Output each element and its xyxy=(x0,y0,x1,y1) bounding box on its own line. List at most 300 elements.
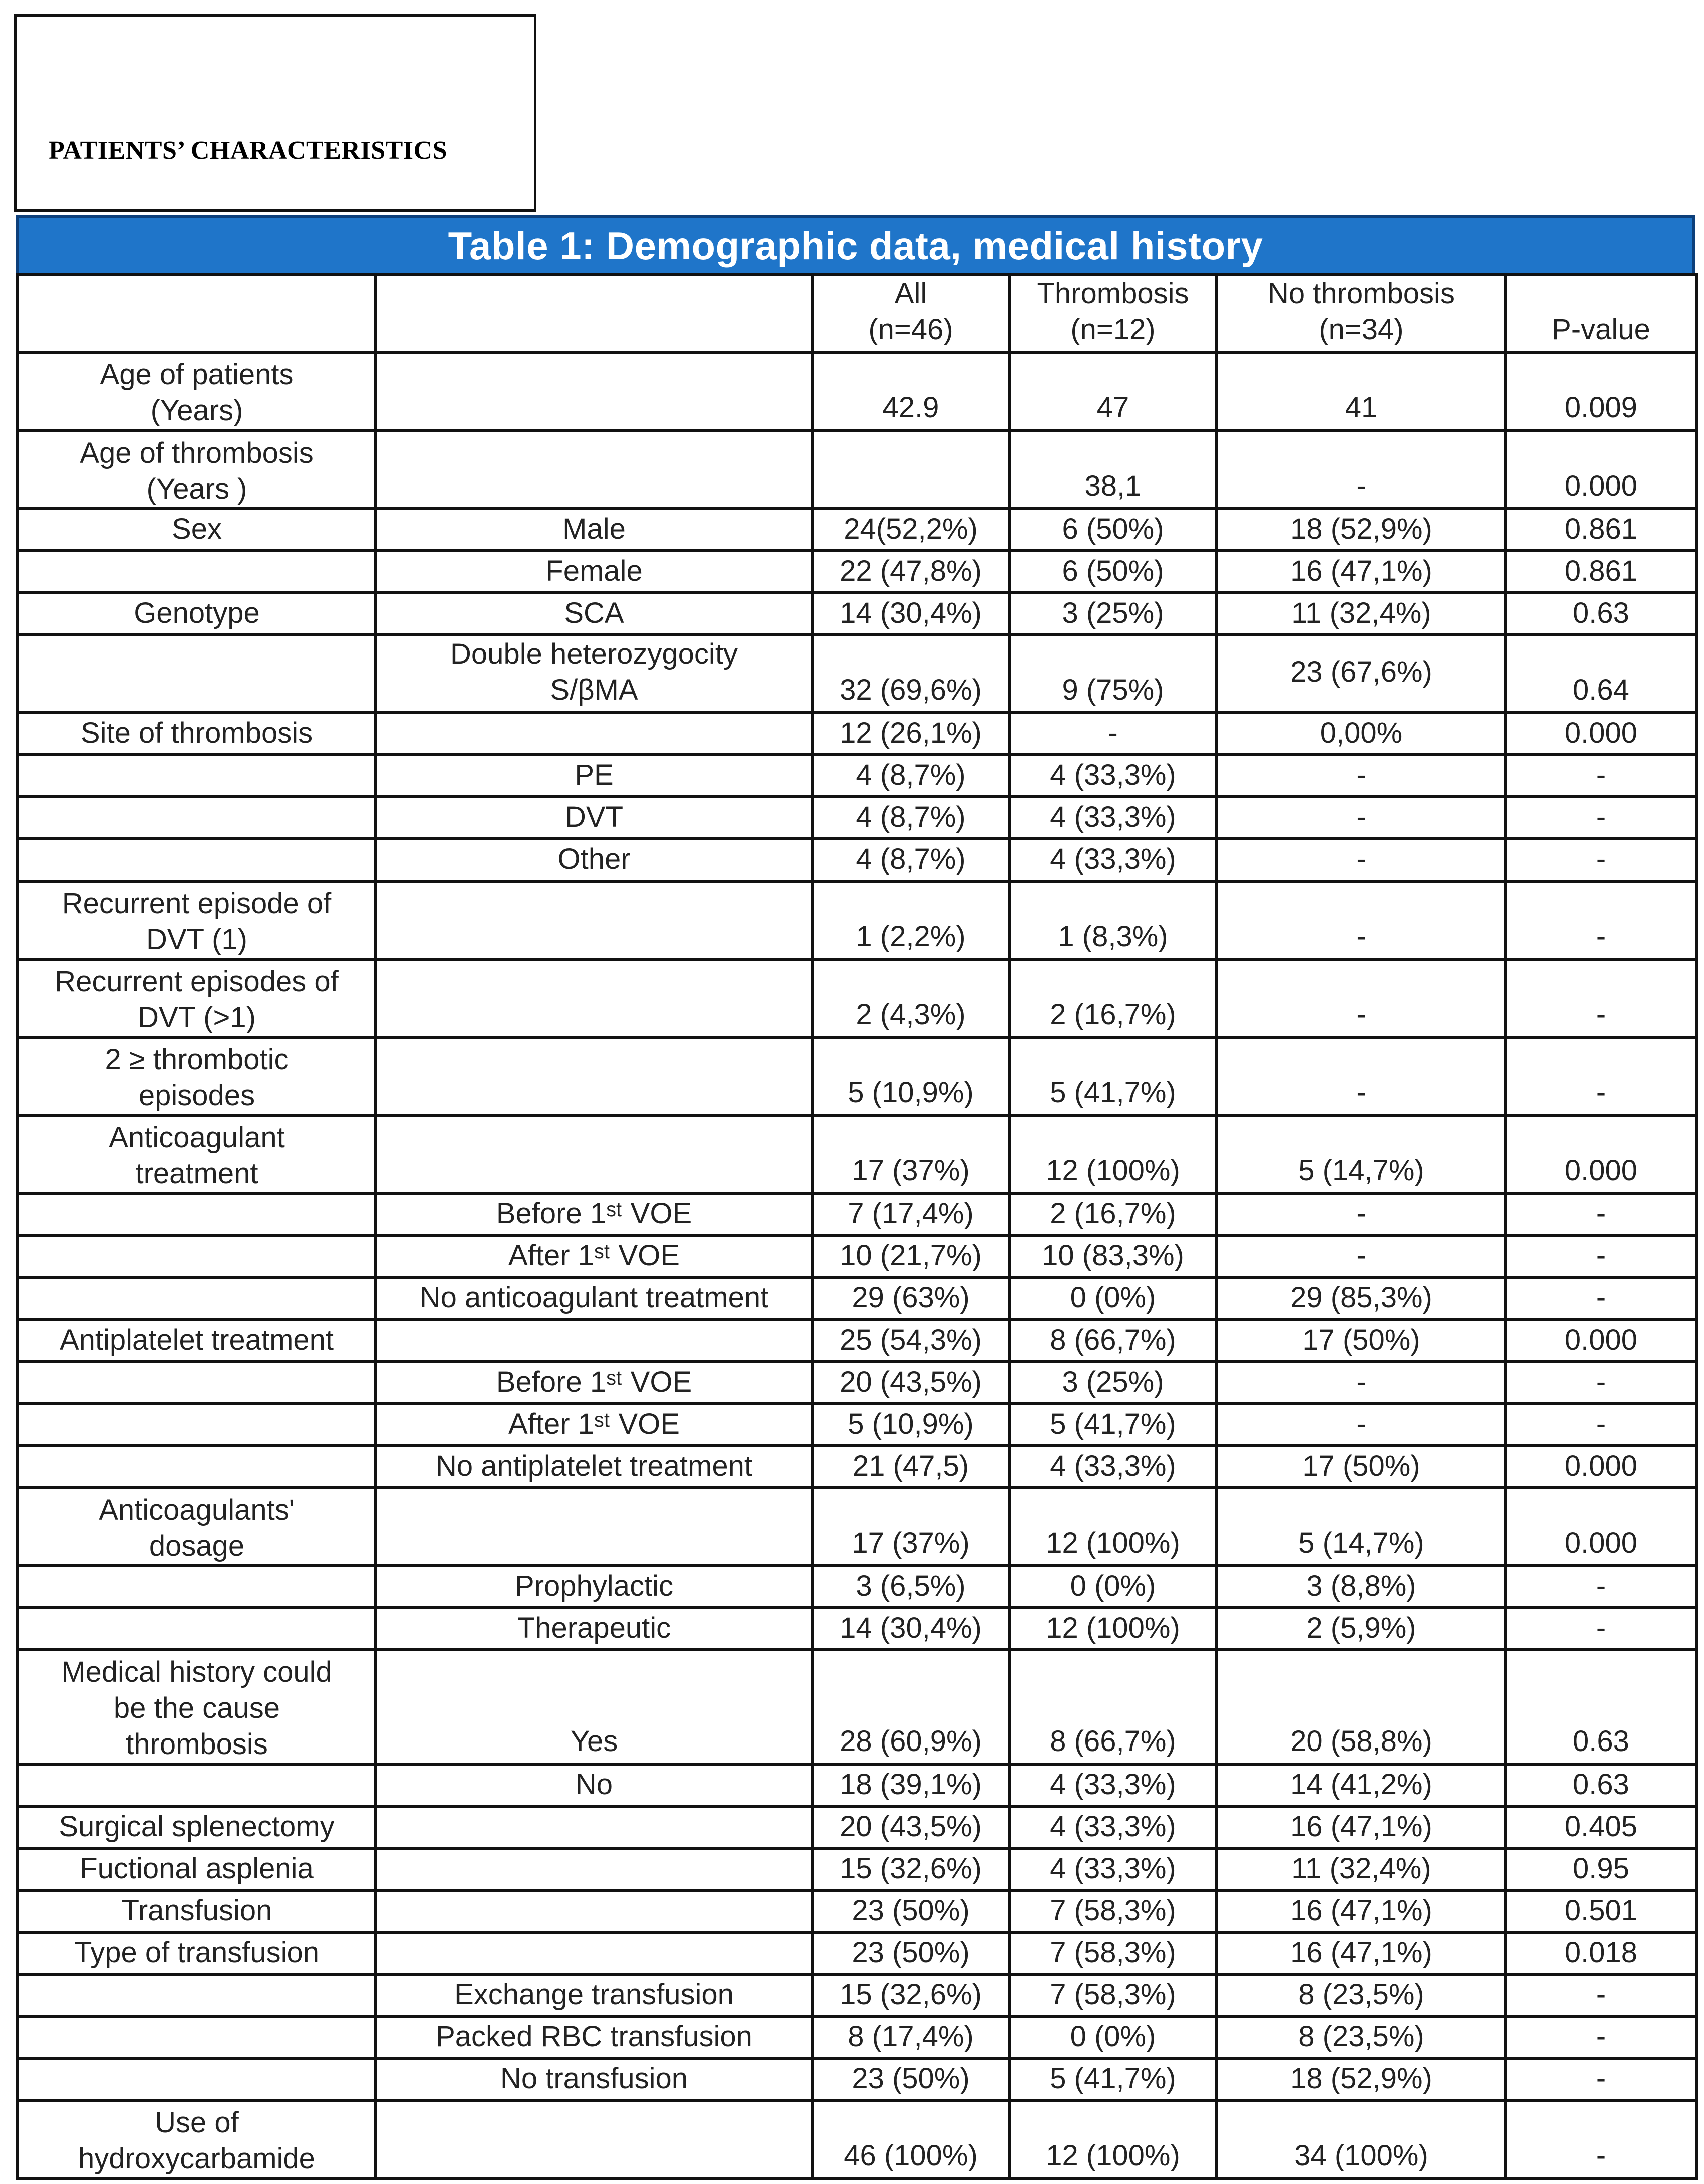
cell-no-thrombosis xyxy=(1217,839,1506,881)
cell-thrombosis-text: 5 (41,7%) xyxy=(1050,2062,1176,2095)
cell-thrombosis xyxy=(1009,1608,1217,1650)
cell-no-thrombosis xyxy=(1217,352,1506,430)
cell-no-thrombosis-text: 8 (23,5%) xyxy=(1298,2020,1424,2053)
cell-all xyxy=(812,430,1009,509)
table-row xyxy=(18,797,1696,839)
cell-p-value-text: - xyxy=(1596,2062,1606,2095)
cell-p-value-text: - xyxy=(1596,2139,1606,2172)
cell-thrombosis xyxy=(1009,713,1217,755)
cell-no-thrombosis-text: - xyxy=(1356,843,1366,876)
cell-p-value xyxy=(1506,1932,1696,1974)
cell-thrombosis xyxy=(1009,509,1217,551)
cell-thrombosis-text: 12 (100%) xyxy=(1046,1612,1180,1644)
cell-p-value xyxy=(1506,352,1696,430)
row-sublabel xyxy=(376,1566,812,1608)
row-sublabel xyxy=(376,1362,812,1404)
cell-thrombosis-text: 10 (83,3%) xyxy=(1042,1239,1184,1272)
table-row xyxy=(18,1890,1696,1932)
cell-no-thrombosis-text: 2 (5,9%) xyxy=(1306,1612,1416,1644)
cell-thrombosis-text: 47 xyxy=(1096,391,1129,424)
column-header xyxy=(1506,274,1696,352)
cell-thrombosis-text: 5 (41,7%) xyxy=(1050,1408,1176,1440)
cell-no-thrombosis xyxy=(1217,2016,1506,2058)
cell-all-text: 42.9 xyxy=(882,391,939,424)
cell-thrombosis xyxy=(1009,1566,1217,1608)
cell-thrombosis xyxy=(1009,755,1217,797)
cell-all-text: 20 (43,5%) xyxy=(840,1810,982,1843)
row-label-text: Fuctional asplenia xyxy=(80,1852,314,1885)
cell-p-value xyxy=(1506,1806,1696,1848)
row-label xyxy=(18,1566,376,1608)
cell-thrombosis-text: 6 (50%) xyxy=(1062,513,1164,545)
cell-no-thrombosis-text: - xyxy=(1356,1239,1366,1272)
column-header xyxy=(1217,274,1506,352)
cell-thrombosis xyxy=(1009,1362,1217,1404)
row-label xyxy=(18,1404,376,1446)
row-label xyxy=(18,1932,376,1974)
cell-no-thrombosis-text: 5 (14,7%) xyxy=(1298,1154,1424,1187)
cell-no-thrombosis xyxy=(1217,1320,1506,1362)
column-header-text: All (n=46) xyxy=(868,277,953,346)
cell-all xyxy=(812,1974,1009,2016)
table-row xyxy=(18,1608,1696,1650)
cell-p-value-text: 0.63 xyxy=(1573,597,1629,629)
cell-all xyxy=(812,1235,1009,1277)
table-wrapper xyxy=(16,215,1695,2180)
cell-p-value xyxy=(1506,1404,1696,1446)
row-sublabel-text: After 1ˢᵗ VOE xyxy=(508,1239,680,1272)
cell-thrombosis xyxy=(1009,1848,1217,1890)
cell-all-text: 24(52,2%) xyxy=(844,513,978,545)
cell-no-thrombosis-text: 23 (67,6%) xyxy=(1290,656,1432,688)
row-sublabel xyxy=(376,551,812,593)
cell-p-value-text: - xyxy=(1596,1408,1606,1440)
row-label-text: Use of hydroxycarbamide xyxy=(78,2106,315,2175)
cell-no-thrombosis-text: 17 (50%) xyxy=(1302,1324,1420,1356)
table-row xyxy=(18,2058,1696,2100)
table-row xyxy=(18,1404,1696,1446)
row-sublabel-text: Male xyxy=(562,513,626,545)
row-label xyxy=(18,1362,376,1404)
cell-no-thrombosis-text: - xyxy=(1356,920,1366,953)
row-label xyxy=(18,1446,376,1488)
row-sublabel xyxy=(376,1848,812,1890)
cell-no-thrombosis xyxy=(1217,1362,1506,1404)
cell-all-text: 5 (10,9%) xyxy=(848,1408,974,1440)
cell-all-text: 12 (26,1%) xyxy=(840,717,982,749)
table-row xyxy=(18,593,1696,635)
cell-p-value xyxy=(1506,635,1696,713)
cell-all-text: 23 (50%) xyxy=(852,2062,970,2095)
row-label xyxy=(18,352,376,430)
cell-no-thrombosis-text: 20 (58,8%) xyxy=(1290,1725,1432,1758)
cell-p-value-text: - xyxy=(1596,1612,1606,1644)
table-row xyxy=(18,713,1696,755)
row-sublabel xyxy=(376,635,812,713)
cell-thrombosis-text: 8 (66,7%) xyxy=(1050,1324,1176,1356)
cell-p-value-text: 0.861 xyxy=(1564,555,1638,587)
cell-no-thrombosis-text: - xyxy=(1356,1076,1366,1109)
cell-thrombosis xyxy=(1009,1932,1217,1974)
cell-thrombosis xyxy=(1009,959,1217,1037)
cell-all xyxy=(812,1566,1009,1608)
cell-all xyxy=(812,551,1009,593)
cell-p-value-text: 0.64 xyxy=(1573,674,1629,706)
cell-p-value xyxy=(1506,551,1696,593)
row-sublabel xyxy=(376,713,812,755)
row-sublabel xyxy=(376,352,812,430)
cell-all-text: 17 (37%) xyxy=(852,1527,970,1559)
cell-all xyxy=(812,959,1009,1037)
row-label xyxy=(18,1806,376,1848)
table-title: Table 1: Demographic data, medical history xyxy=(16,215,1695,273)
cell-all-text: 23 (50%) xyxy=(852,1936,970,1969)
cell-all xyxy=(812,1488,1009,1566)
cell-no-thrombosis-text: - xyxy=(1356,1366,1366,1398)
cell-all xyxy=(812,1446,1009,1488)
cell-no-thrombosis-text: 11 (32,4%) xyxy=(1291,597,1431,629)
cell-thrombosis-text: 4 (33,3%) xyxy=(1050,1852,1176,1885)
row-label-text: Recurrent episodes of DVT (>1) xyxy=(55,965,339,1034)
cell-all-text: 3 (6,5%) xyxy=(856,1570,966,1602)
cell-all xyxy=(812,713,1009,755)
cell-p-value xyxy=(1506,1362,1696,1404)
row-label xyxy=(18,1608,376,1650)
row-label xyxy=(18,509,376,551)
cell-all-text: 4 (8,7%) xyxy=(856,759,966,791)
cell-no-thrombosis-text: 5 (14,7%) xyxy=(1298,1527,1424,1559)
row-label-text: Transfusion xyxy=(121,1894,272,1927)
cell-no-thrombosis-text: 16 (47,1%) xyxy=(1290,1810,1432,1843)
row-label xyxy=(18,2058,376,2100)
cell-thrombosis xyxy=(1009,2100,1217,2178)
row-sublabel xyxy=(376,755,812,797)
cell-p-value-text: - xyxy=(1596,2020,1606,2053)
row-sublabel xyxy=(376,1932,812,1974)
cell-no-thrombosis-text: 18 (52,9%) xyxy=(1290,2062,1432,2095)
cell-all-text: 32 (69,6%) xyxy=(840,674,982,706)
row-label-text: Recurrent episode of DVT (1) xyxy=(62,887,332,956)
row-label-text: Anticoagulant treatment xyxy=(109,1121,285,1190)
cell-all-text: 46 (100%) xyxy=(844,2139,978,2172)
row-sublabel-text: No anticoagulant treatment xyxy=(419,1281,769,1314)
cell-p-value-text: 0.63 xyxy=(1573,1725,1629,1758)
row-sublabel xyxy=(376,430,812,509)
cell-thrombosis-text: 3 (25%) xyxy=(1062,1366,1164,1398)
cell-p-value-text: - xyxy=(1596,1570,1606,1602)
row-label xyxy=(18,1488,376,1566)
cell-p-value-text: - xyxy=(1596,1197,1606,1230)
row-sublabel xyxy=(376,959,812,1037)
cell-all-text: 28 (60,9%) xyxy=(840,1725,982,1758)
cell-p-value-text: - xyxy=(1596,1366,1606,1398)
table-row xyxy=(18,352,1696,430)
table-row xyxy=(18,1566,1696,1608)
cell-all-text: 15 (32,6%) xyxy=(840,1852,982,1885)
cell-thrombosis xyxy=(1009,839,1217,881)
table-row xyxy=(18,1488,1696,1566)
cell-thrombosis xyxy=(1009,593,1217,635)
cell-thrombosis-text: 12 (100%) xyxy=(1046,1527,1180,1559)
row-sublabel xyxy=(376,2016,812,2058)
row-label-text: Age of patients (Years) xyxy=(100,358,294,427)
cell-p-value xyxy=(1506,1277,1696,1320)
cell-thrombosis xyxy=(1009,1890,1217,1932)
row-label xyxy=(18,1890,376,1932)
cell-p-value xyxy=(1506,797,1696,839)
row-sublabel xyxy=(376,2100,812,2178)
cell-all-text: 5 (10,9%) xyxy=(848,1076,974,1109)
cell-p-value xyxy=(1506,713,1696,755)
row-label-text: 2 ≥ thrombotic episodes xyxy=(105,1043,289,1112)
cell-thrombosis xyxy=(1009,1650,1217,1764)
cell-all-text: 17 (37%) xyxy=(852,1154,970,1187)
cell-no-thrombosis xyxy=(1217,713,1506,755)
cell-thrombosis-text: 4 (33,3%) xyxy=(1050,801,1176,833)
row-sublabel-text: DVT xyxy=(565,801,623,833)
row-label xyxy=(18,430,376,509)
cell-p-value-text: 0.63 xyxy=(1573,1768,1629,1801)
cell-p-value-text: 0.861 xyxy=(1564,513,1638,545)
table-row xyxy=(18,635,1696,713)
cell-thrombosis-text: 4 (33,3%) xyxy=(1050,759,1176,791)
cell-thrombosis-text: 7 (58,3%) xyxy=(1050,1894,1176,1927)
cell-all xyxy=(812,1037,1009,1115)
cell-no-thrombosis xyxy=(1217,1277,1506,1320)
cell-no-thrombosis xyxy=(1217,430,1506,509)
cell-all-text: 4 (8,7%) xyxy=(856,843,966,876)
cell-thrombosis xyxy=(1009,1404,1217,1446)
cell-thrombosis-text: 1 (8,3%) xyxy=(1058,920,1168,953)
row-label-text: Surgical splenectomy xyxy=(59,1810,335,1843)
cell-p-value xyxy=(1506,1650,1696,1764)
cell-all-text: 2 (4,3%) xyxy=(856,998,966,1031)
cell-no-thrombosis xyxy=(1217,1404,1506,1446)
cell-no-thrombosis xyxy=(1217,1037,1506,1115)
cell-all-text: 8 (17,4%) xyxy=(848,2020,974,2053)
table-row xyxy=(18,1764,1696,1806)
row-label xyxy=(18,1974,376,2016)
cell-p-value-text: - xyxy=(1596,998,1606,1031)
row-sublabel xyxy=(376,1235,812,1277)
cell-thrombosis-text: 9 (75%) xyxy=(1062,674,1164,706)
cell-p-value xyxy=(1506,1320,1696,1362)
row-label xyxy=(18,881,376,959)
table-header-row xyxy=(18,274,1696,352)
cell-no-thrombosis xyxy=(1217,1446,1506,1488)
cell-p-value-text: 0.95 xyxy=(1573,1852,1629,1885)
row-label xyxy=(18,2100,376,2178)
cell-thrombosis-text: 2 (16,7%) xyxy=(1050,998,1176,1031)
row-sublabel xyxy=(376,839,812,881)
cell-all xyxy=(812,2016,1009,2058)
cell-all-text: 1 (2,2%) xyxy=(856,920,966,953)
row-sublabel xyxy=(376,1037,812,1115)
cell-p-value xyxy=(1506,1235,1696,1277)
cell-no-thrombosis xyxy=(1217,1764,1506,1806)
row-sublabel xyxy=(376,2058,812,2100)
table-row xyxy=(18,1848,1696,1890)
cell-all-text: 10 (21,7%) xyxy=(840,1239,982,1272)
cell-thrombosis-text: 4 (33,3%) xyxy=(1050,1450,1176,1482)
row-label-text: Medical history could be the cause thrombosis xyxy=(61,1656,332,1761)
cell-thrombosis-text: 2 (16,7%) xyxy=(1050,1197,1176,1230)
cell-thrombosis-text: 4 (33,3%) xyxy=(1050,843,1176,876)
row-sublabel-text: No transfusion xyxy=(500,2062,688,2095)
row-sublabel-text: PE xyxy=(575,759,614,791)
data-table xyxy=(16,273,1698,2180)
cell-all-text: 15 (32,6%) xyxy=(840,1978,982,2011)
row-sublabel xyxy=(376,1806,812,1848)
row-sublabel xyxy=(376,1320,812,1362)
row-sublabel-text: Yes xyxy=(570,1725,618,1758)
column-header-text: P-value xyxy=(1552,313,1650,346)
cell-no-thrombosis xyxy=(1217,635,1506,713)
cell-thrombosis xyxy=(1009,551,1217,593)
cell-p-value-text: 0.009 xyxy=(1564,391,1638,424)
row-label xyxy=(18,635,376,713)
cell-p-value xyxy=(1506,959,1696,1037)
row-sublabel-text: Before 1ˢᵗ VOE xyxy=(496,1197,692,1230)
cell-all xyxy=(812,1932,1009,1974)
cell-p-value xyxy=(1506,1446,1696,1488)
row-sublabel xyxy=(376,1488,812,1566)
cell-no-thrombosis-text: 34 (100%) xyxy=(1294,2139,1428,2172)
row-sublabel xyxy=(376,1193,812,1235)
row-sublabel-text: SCA xyxy=(564,597,624,629)
cell-thrombosis xyxy=(1009,2058,1217,2100)
cell-no-thrombosis-text: - xyxy=(1356,1197,1366,1230)
cell-no-thrombosis xyxy=(1217,509,1506,551)
table-row xyxy=(18,1037,1696,1115)
cell-p-value xyxy=(1506,1974,1696,2016)
row-label xyxy=(18,1193,376,1235)
cell-p-value xyxy=(1506,1488,1696,1566)
cell-all-text: 29 (63%) xyxy=(852,1281,970,1314)
row-sublabel xyxy=(376,1608,812,1650)
cell-thrombosis-text: 6 (50%) xyxy=(1062,555,1164,587)
table-row xyxy=(18,1235,1696,1277)
cell-all xyxy=(812,2100,1009,2178)
row-sublabel xyxy=(376,1650,812,1764)
row-label xyxy=(18,1235,376,1277)
row-label xyxy=(18,1115,376,1193)
cell-p-value-text: - xyxy=(1596,801,1606,833)
cell-thrombosis xyxy=(1009,1446,1217,1488)
cell-p-value-text: 0.000 xyxy=(1564,1450,1638,1482)
table-row xyxy=(18,1362,1696,1404)
row-sublabel-text: Packed RBC transfusion xyxy=(436,2020,752,2053)
cell-p-value xyxy=(1506,1890,1696,1932)
cell-thrombosis xyxy=(1009,2016,1217,2058)
table-row xyxy=(18,1806,1696,1848)
cell-thrombosis-text: 0 (0%) xyxy=(1070,1281,1156,1314)
cell-thrombosis-text: 7 (58,3%) xyxy=(1050,1936,1176,1969)
cell-no-thrombosis-text: 18 (52,9%) xyxy=(1290,513,1432,545)
row-sublabel-text: Female xyxy=(545,555,643,587)
cell-p-value-text: 0.000 xyxy=(1564,1154,1638,1187)
row-sublabel-text: Prophylactic xyxy=(515,1570,673,1602)
cell-no-thrombosis-text: 41 xyxy=(1345,391,1378,424)
column-header xyxy=(18,274,376,352)
cell-p-value-text: - xyxy=(1596,1076,1606,1109)
cell-all-text: 21 (47,5) xyxy=(852,1450,969,1482)
table-row xyxy=(18,1193,1696,1235)
cell-p-value xyxy=(1506,2058,1696,2100)
cell-p-value-text: - xyxy=(1596,843,1606,876)
table-row xyxy=(18,2100,1696,2178)
column-header-text: No thrombosis (n=34) xyxy=(1268,277,1455,346)
cell-all-text: 14 (30,4%) xyxy=(840,597,982,629)
cell-all xyxy=(812,1115,1009,1193)
table-row xyxy=(18,509,1696,551)
row-sublabel xyxy=(376,593,812,635)
cell-thrombosis-text: 0 (0%) xyxy=(1070,2020,1156,2053)
cell-thrombosis xyxy=(1009,635,1217,713)
column-header xyxy=(376,274,812,352)
cell-p-value-text: 0.000 xyxy=(1564,1324,1638,1356)
cell-no-thrombosis xyxy=(1217,1932,1506,1974)
row-label xyxy=(18,797,376,839)
row-label-text: Sex xyxy=(172,513,222,545)
row-sublabel xyxy=(376,509,812,551)
cell-thrombosis xyxy=(1009,1193,1217,1235)
cell-no-thrombosis-text: 14 (41,2%) xyxy=(1290,1768,1432,1801)
cell-thrombosis-text: 7 (58,3%) xyxy=(1050,1978,1176,2011)
cell-p-value-text: 0.000 xyxy=(1564,1527,1638,1559)
cell-p-value xyxy=(1506,839,1696,881)
table-row xyxy=(18,1446,1696,1488)
row-label xyxy=(18,959,376,1037)
table-row xyxy=(18,430,1696,509)
cell-all-text: 22 (47,8%) xyxy=(840,555,982,587)
cell-no-thrombosis xyxy=(1217,797,1506,839)
cell-p-value xyxy=(1506,593,1696,635)
cell-no-thrombosis-text: 16 (47,1%) xyxy=(1290,555,1432,587)
cell-all xyxy=(812,1277,1009,1320)
document-title: PATIENTS’ CHARACTERISTICS xyxy=(49,136,447,165)
cell-p-value xyxy=(1506,2100,1696,2178)
row-sublabel xyxy=(376,1277,812,1320)
table-row xyxy=(18,881,1696,959)
row-label xyxy=(18,1764,376,1806)
cell-no-thrombosis xyxy=(1217,593,1506,635)
cell-no-thrombosis xyxy=(1217,1566,1506,1608)
cell-p-value-text: 0.000 xyxy=(1564,470,1638,502)
cell-thrombosis-text: 38,1 xyxy=(1084,470,1142,502)
header-box xyxy=(14,14,536,212)
cell-all xyxy=(812,755,1009,797)
cell-no-thrombosis-text: 0,00% xyxy=(1320,717,1403,749)
row-label xyxy=(18,2016,376,2058)
cell-no-thrombosis xyxy=(1217,2100,1506,2178)
cell-no-thrombosis xyxy=(1217,881,1506,959)
cell-all-text: 14 (30,4%) xyxy=(840,1612,982,1644)
cell-thrombosis-text: 3 (25%) xyxy=(1062,597,1164,629)
cell-p-value-text: 0.018 xyxy=(1564,1936,1638,1969)
cell-no-thrombosis xyxy=(1217,1608,1506,1650)
row-sublabel-text: Exchange transfusion xyxy=(454,1978,734,2011)
cell-no-thrombosis xyxy=(1217,1650,1506,1764)
cell-thrombosis-text: 4 (33,3%) xyxy=(1050,1810,1176,1843)
cell-p-value xyxy=(1506,1848,1696,1890)
cell-thrombosis xyxy=(1009,1974,1217,2016)
row-sublabel-text: Before 1ˢᵗ VOE xyxy=(496,1366,692,1398)
row-label-text: Site of thrombosis xyxy=(80,717,313,749)
cell-thrombosis-text: 0 (0%) xyxy=(1070,1570,1156,1602)
row-sublabel-text: Therapeutic xyxy=(517,1612,671,1644)
cell-no-thrombosis-text: 16 (47,1%) xyxy=(1290,1936,1432,1969)
